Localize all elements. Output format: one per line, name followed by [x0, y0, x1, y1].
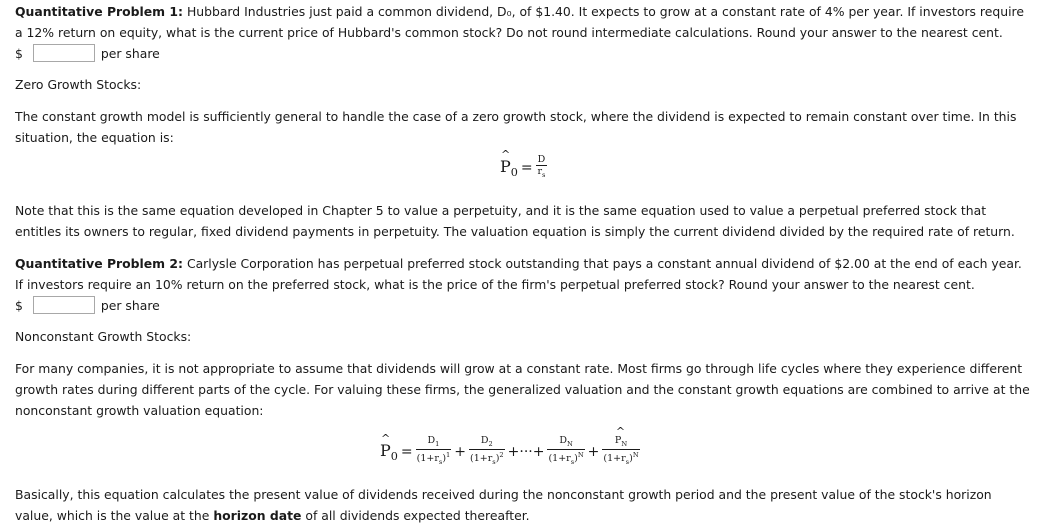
dividend-over-rate-fraction: $\frac{D}{r_s}$: [537, 154, 546, 179]
zero-growth-equation: ^ $P_0$ = $\frac{D}{r_s}$: [500, 155, 547, 181]
problem1-label: Quantitative Problem 1:: [15, 4, 183, 19]
problem2-answer-input[interactable]: [33, 296, 95, 314]
problem2-paragraph: [15, 253, 1031, 295]
term-2-fraction: $\frac{D_2}{(1+r_s)^2}$: [470, 435, 504, 466]
nonconstant-intro: For many companies, it is not appropriate to assume that dividends will grow at a constant rate. Most firms go through life cycles where they experience different growth rates during different parts of the cycle. For valuing these firms, the generalized valuation and the constant growth equations are combined to arrive at the nonconstant growth valuation equation:: [15, 361, 1030, 418]
nonconstant-closing: Basically, this equation calculates the present value of dividends received during the nonconstant growth period and the present value of the stock's horizon value, which is the value at the horizon date of all dividends expected thereafter.: [15, 487, 992, 523]
problem1-unit: per share: [100, 45, 160, 61]
term-1-fraction: $\frac{D_1}{(1+r_s)^1}$: [416, 435, 451, 466]
horizon-value-fraction: ^ $\frac{P_N}{(1+r_s)^N}$: [602, 436, 639, 468]
term-n-fraction: $\frac{D_N}{(1+r_s)^N}$: [548, 435, 584, 466]
problem1-paragraph: [15, 1, 1031, 43]
ellipsis-operator: +···+: [507, 443, 545, 460]
nonconstant-equation: ^ $P_0$ = $\frac{D_1}{(1+r_s)^1}$ + $\frac{D_2}{(1+r_s)^2}$ +···+ $\frac{D_N}{(1+r_s)^N}$ + ^ $\frac{P_N}{(1+r_s)^N}$: [380, 436, 640, 468]
problem1-answer-input[interactable]: [33, 44, 95, 62]
p0-symbol: ^ P: [500, 157, 511, 176]
problem1-text: Hubbard Industries just paid a common dividend, D₀, of $1.40. It expects to grow at a constant rate of 4% per year. If investors require a 12% return on equity, what is the current price of Hubbard's common stock? Do not round intermediate calculations. Round your answer to the nearest cent.: [15, 4, 1024, 40]
problem2-currency: $: [15, 297, 23, 313]
horizon-date-term: horizon date: [213, 508, 302, 523]
zero-growth-note: Note that this is the same equation developed in Chapter 5 to value a perpetuity, and it is the same equation used to value a perpetual preferred stock that entitles its owners to regular, fixed dividend payments in perpetuity. The valuation equation is simply the current dividend divided by the required rate of return.: [15, 203, 1015, 239]
problem2-label: Quantitative Problem 2:: [15, 256, 183, 271]
problem2-text: Carlysle Corporation has perpetual preferred stock outstanding that pays a constant annual dividend of $2.00 at the end of each year. If investors require an 10% return on the preferred stock, what is the price of the firm's perpetual preferred stock? Round your answer to the nearest cent.: [15, 256, 1022, 292]
problem1-currency: $: [15, 45, 23, 61]
problem1-answer-row: [15, 43, 160, 63]
zero-growth-heading: Zero Growth Stocks:: [15, 77, 142, 92]
p0-symbol-nonconstant: ^ P: [380, 441, 391, 460]
problem2-answer-row: [15, 295, 160, 315]
problem2-unit: per share: [100, 297, 160, 313]
zero-growth-intro: The constant growth model is sufficiently general to handle the case of a zero growth stock, where the dividend is expected to remain constant over time. In this situation, the equation is:: [15, 109, 1017, 145]
nonconstant-heading: Nonconstant Growth Stocks:: [15, 329, 192, 344]
